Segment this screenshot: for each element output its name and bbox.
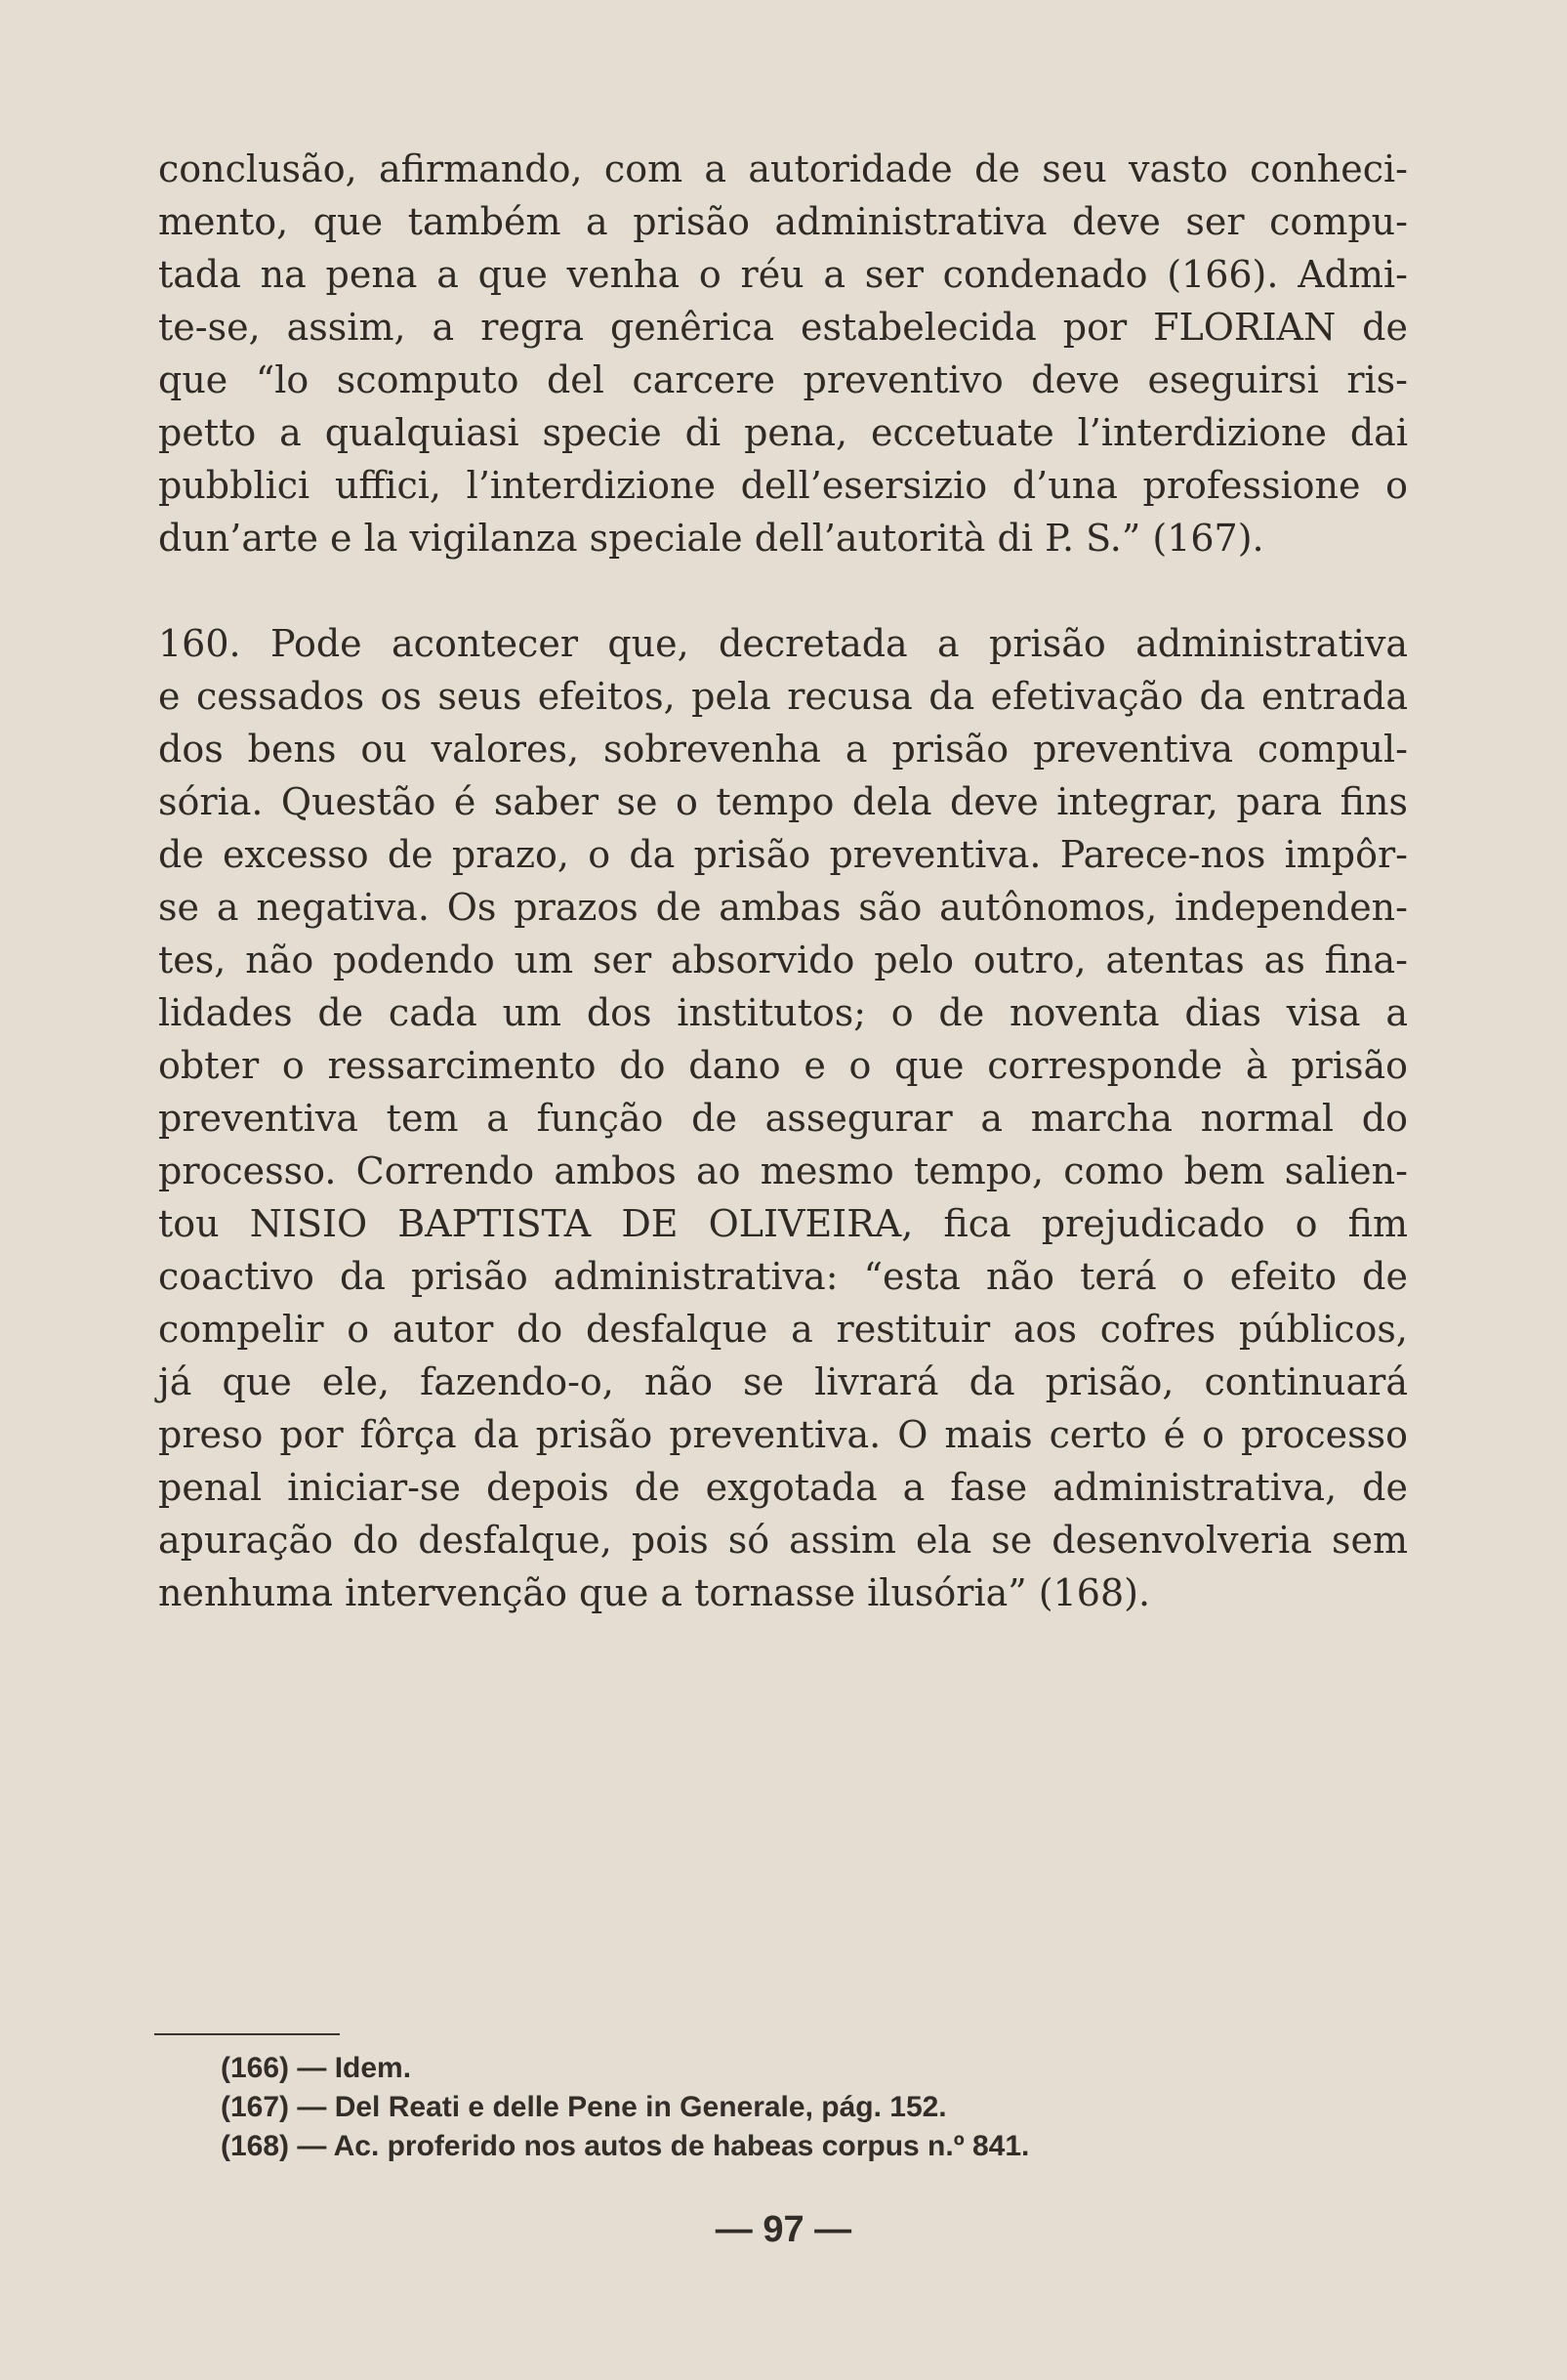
footnote-divider <box>154 2033 340 2035</box>
text-line: apuração do desfalque, pois só assim ela se desenvolveria sem <box>158 1519 1408 1562</box>
text-line: conclusão, afirmando, com a autoridade de seu vasto conheci- <box>158 147 1408 190</box>
footnote-167: (167) — Del Reati e delle Pene in Generale, pág. 152. <box>221 2091 947 2123</box>
paragraph-160 <box>158 617 1408 1619</box>
text-line: petto a qualquiasi specie di pena, eccetuate l’interdizione dai <box>158 411 1408 454</box>
text-line: te-se, assim, a regra genêrica estabelecida por FLORIAN de <box>158 306 1408 349</box>
text-line: obter o ressarcimento do dano e o que corresponde à prisão <box>158 1044 1408 1087</box>
text-line: coactivo da prisão administrativa: “esta não terá o efeito de <box>158 1255 1408 1298</box>
text-line: que “lo scomputo del carcere preventivo deve eseguirsi ris- <box>158 358 1408 401</box>
text-line: já que ele, fazendo-o, não se livrará da prisão, continuará <box>158 1360 1408 1403</box>
text-line: se a negativa. Os prazos de ambas são autônomos, independen- <box>158 886 1408 929</box>
text-line: preventiva tem a função de assegurar a marcha normal do <box>158 1097 1408 1140</box>
text-line: tada na pena a que venha o réu a ser condenado (166). Admi- <box>158 253 1408 296</box>
text-line: lidades de cada um dos institutos; o de noventa dias visa a <box>158 991 1408 1034</box>
text-line: pubblici uffici, l’interdizione dell’esersizio d’una professione o <box>158 464 1408 507</box>
text-line: de excesso de prazo, o da prisão preventiva. Parece-nos impôr- <box>158 833 1408 876</box>
text-line: e cessados os seus efeitos, pela recusa da efetivação da entrada <box>158 675 1408 718</box>
footnote-166: (166) — Idem. <box>221 2052 412 2084</box>
page-number: — 97 — <box>715 2209 852 2250</box>
footnote-168: (168) — Ac. proferido nos autos de habeas corpus n.º 841. <box>221 2130 1030 2162</box>
text-line: processo. Correndo ambos ao mesmo tempo, como bem salien- <box>158 1149 1408 1192</box>
text-line: preso por fôrça da prisão preventiva. O mais certo é o processo <box>158 1413 1408 1456</box>
text-line: dun’arte e la vigilanza speciale dell’autorità di P. S.” (167). <box>158 517 1264 560</box>
text-line: nenhuma intervenção que a tornasse ilusória” (168). <box>158 1571 1151 1614</box>
paragraph-1 <box>158 143 1408 564</box>
text-line: compelir o autor do desfalque a restituir aos cofres públicos, <box>158 1308 1408 1351</box>
text-line: tou NISIO BAPTISTA DE OLIVEIRA, fica prejudicado o fim <box>158 1202 1408 1245</box>
text-line: sória. Questão é saber se o tempo dela deve integrar, para fins <box>158 780 1408 823</box>
text-line: 160. Pode acontecer que, decretada a prisão administrativa <box>158 622 1408 665</box>
text-line: dos bens ou valores, sobrevenha a prisão preventiva compul- <box>158 728 1408 771</box>
text-line: mento, que também a prisão administrativa deve ser compu- <box>158 200 1408 243</box>
footnotes <box>221 2049 1029 2166</box>
text-line: tes, não podendo um ser absorvido pelo outro, atentas as fina- <box>158 939 1408 981</box>
text-line: penal iniciar-se depois de exgotada a fase administrativa, de <box>158 1466 1408 1509</box>
